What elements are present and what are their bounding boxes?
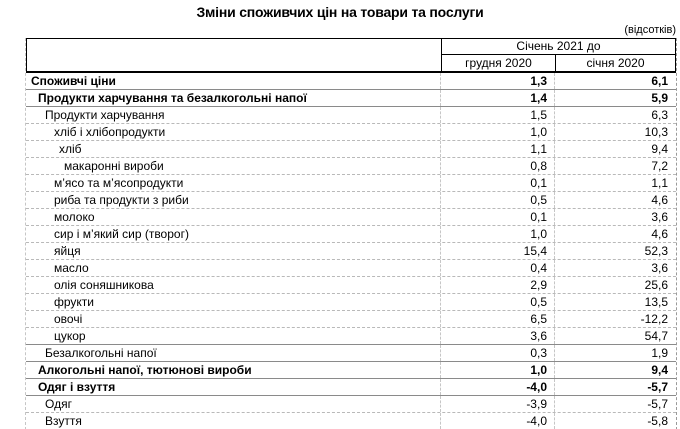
row-value-dec: 6,5 bbox=[441, 311, 555, 327]
row-value-dec: 0,8 bbox=[441, 158, 555, 174]
price-table bbox=[25, 38, 677, 429]
table-row bbox=[26, 226, 676, 243]
units-note: (відсотків) bbox=[624, 24, 676, 36]
table-row bbox=[26, 413, 676, 429]
table-row bbox=[26, 396, 676, 413]
row-value-jan: 9,4 bbox=[651, 142, 668, 156]
row-label: Одяг bbox=[26, 396, 441, 412]
row-value-dec: 1,0 bbox=[441, 362, 555, 378]
row-value-dec: 0,1 bbox=[441, 175, 555, 191]
table-row bbox=[26, 158, 676, 175]
row-label: масло bbox=[26, 260, 441, 276]
row-value-jan: 9,4 bbox=[651, 363, 668, 377]
row-label: олія соняшникова bbox=[26, 277, 441, 293]
row-label: цукор bbox=[26, 328, 441, 344]
table-row bbox=[26, 345, 676, 362]
row-label: Продукти харчування bbox=[26, 107, 441, 123]
row-value-jan: 5,9 bbox=[651, 91, 668, 105]
row-label: яйця bbox=[26, 243, 441, 259]
row-label: Безалкогольні напої bbox=[26, 345, 441, 361]
table-row bbox=[26, 311, 676, 328]
header-col-dec: грудня 2020 bbox=[442, 55, 556, 71]
row-value-dec: 1,4 bbox=[441, 90, 555, 106]
row-label: фрукти bbox=[26, 294, 441, 310]
header-subcols bbox=[442, 55, 675, 71]
row-label: риба та продукти з риби bbox=[26, 192, 441, 208]
table-row bbox=[26, 141, 676, 158]
row-value-jan: 25,6 bbox=[644, 278, 668, 292]
row-label: овочі bbox=[26, 311, 441, 327]
row-value-jan: 54,7 bbox=[644, 329, 668, 343]
table-header bbox=[26, 38, 676, 73]
row-value-jan: 13,5 bbox=[644, 295, 668, 309]
row-label: Одяг і взуття bbox=[26, 379, 441, 395]
row-value-jan: 3,6 bbox=[651, 210, 668, 224]
row-value-jan: -5,8 bbox=[647, 414, 668, 428]
row-value-dec: -4,0 bbox=[441, 379, 555, 395]
header-label-cell bbox=[27, 39, 442, 71]
row-label: хліб bbox=[26, 141, 441, 157]
header-period-group bbox=[442, 39, 675, 71]
row-value-dec: 2,9 bbox=[441, 277, 555, 293]
row-value-dec: 0,1 bbox=[441, 209, 555, 225]
row-label: молоко bbox=[26, 209, 441, 225]
page-title: Зміни споживчих цін на товари та послуги bbox=[196, 4, 484, 20]
row-value-dec: -4,0 bbox=[441, 413, 555, 429]
row-label: Продукти харчування та безалкогольні напої bbox=[26, 90, 441, 106]
table-row bbox=[26, 260, 676, 277]
row-value-jan: 4,6 bbox=[651, 227, 668, 241]
table-row bbox=[26, 277, 676, 294]
row-value-jan: 10,3 bbox=[644, 125, 668, 139]
row-value-dec: 0,5 bbox=[441, 294, 555, 310]
row-label: м’ясо та м’ясопродукти bbox=[26, 175, 441, 191]
table-row bbox=[26, 328, 676, 345]
table-row bbox=[26, 294, 676, 311]
row-label: макаронні вироби bbox=[26, 158, 441, 174]
table-row bbox=[26, 379, 676, 396]
row-value-jan: 7,2 bbox=[651, 159, 668, 173]
row-value-dec: 1,5 bbox=[441, 107, 555, 123]
row-value-jan: -5,7 bbox=[647, 380, 668, 394]
row-value-dec: 15,4 bbox=[441, 243, 555, 259]
table-row bbox=[26, 209, 676, 226]
row-value-jan: -12,2 bbox=[640, 312, 668, 326]
row-label: сир і м’який сир (творог) bbox=[26, 226, 441, 242]
header-period-cell: Січень 2021 до bbox=[442, 39, 675, 55]
row-label: Алкогольні напої, тютюнові вироби bbox=[26, 362, 441, 378]
table-row bbox=[26, 107, 676, 124]
row-value-dec: 1,0 bbox=[441, 124, 555, 140]
row-label: Споживчі ціни bbox=[26, 73, 441, 89]
table-row bbox=[26, 124, 676, 141]
row-value-jan: 1,1 bbox=[651, 176, 668, 190]
row-value-dec: 0,3 bbox=[441, 345, 555, 361]
header-col-jan: січня 2020 bbox=[586, 56, 645, 70]
row-value-jan: -5,7 bbox=[647, 397, 668, 411]
table-body bbox=[26, 73, 676, 429]
row-label: хліб і хлібопродукти bbox=[26, 124, 441, 140]
row-value-jan: 6,3 bbox=[651, 108, 668, 122]
row-value-jan: 52,3 bbox=[644, 244, 668, 258]
row-value-dec: 1,0 bbox=[441, 226, 555, 242]
row-value-dec: 0,5 bbox=[441, 192, 555, 208]
row-value-dec: 1,1 bbox=[441, 141, 555, 157]
row-label: Взуття bbox=[26, 413, 441, 429]
row-value-jan: 6,1 bbox=[651, 74, 668, 88]
row-value-dec: -3,9 bbox=[441, 396, 555, 412]
table-row bbox=[26, 175, 676, 192]
table-row bbox=[26, 362, 676, 379]
row-value-jan: 3,6 bbox=[651, 261, 668, 275]
row-value-dec: 0,4 bbox=[441, 260, 555, 276]
table-row bbox=[26, 73, 676, 90]
table-row bbox=[26, 243, 676, 260]
row-value-dec: 3,6 bbox=[441, 328, 555, 344]
row-value-jan: 1,9 bbox=[651, 346, 668, 360]
row-value-jan: 4,6 bbox=[651, 193, 668, 207]
table-row bbox=[26, 192, 676, 209]
table-row bbox=[26, 90, 676, 107]
row-value-dec: 1,3 bbox=[441, 73, 555, 89]
